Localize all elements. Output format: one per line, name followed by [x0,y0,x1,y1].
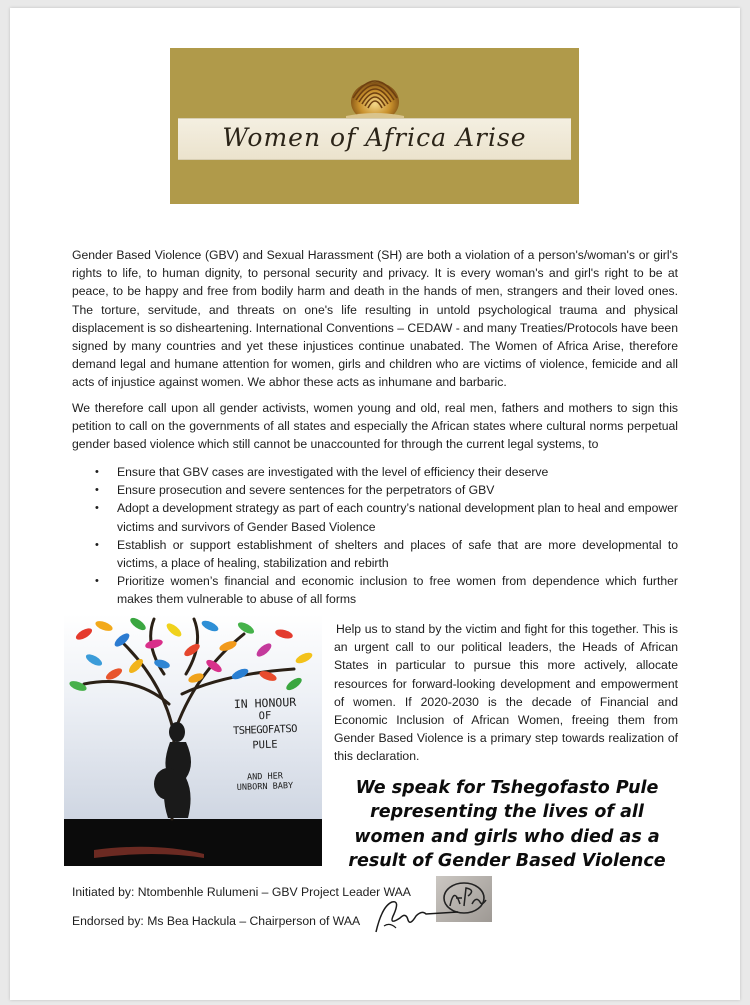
list-item-text: Establish or support establishment of shelters and places of safe that are more developmental to victims, a place of healing, stabilization and rebirth [117,537,678,571]
image-caption: TSHEGOFATSO [232,722,298,738]
bullet-icon: • [95,484,99,497]
list-item-text: Adopt a development strategy as part of each country’s national development plan to heal and empower victims and survivors of Gender Based Violence [117,501,678,534]
image-caption: PULE [252,738,278,752]
call-paragraph: We therefore call upon all gender activists, women young and old, real men, fathers and mothers to sign this petition to call on the governments of all states and especially the African states where cultural norms perpetual gender based violence which still cannot be unaccounted for through the current legal systems, to [72,401,678,452]
sun-emblem-icon [340,54,410,122]
list-item-text: Prioritize women’s financial and economic inclusion to free women from dependence which further makes them vulnerable to abuse of all forms [117,574,678,607]
list-item [72,499,678,535]
speak-line: representing the lives of all [370,802,644,823]
tribute-tree-image [64,614,322,866]
list-item [72,536,678,572]
speak-statement [332,776,682,873]
banner-title: Women of Africa Arise [222,123,527,152]
bullet-icon: • [95,502,99,515]
image-caption: AND HER [246,771,284,783]
document-page [10,8,740,1000]
list-item [72,481,678,499]
initiated-by-line: Initiated by: Ntombenhle Rulumeni – GBV Project Leader WAA [72,885,411,899]
intro-paragraph: Gender Based Violence (GBV) and Sexual Harassment (SH) are both a violation of a person's/woman's or girl's rights to life, to human dignity, to personal security and privacy. It is every woman's and girl's right to be at peace, to be happy and free from bodily harm and death in the hands of men, strangers and their loved ones. The torture, servitude, and threats on one's life resulting in untold psychological trauma and physical displacement is so disheartening. International Conventions – CEDAW - and many Treaties/Protocols have been signed by many countries and yet these injustices continue unabated. The Women of Africa Arise, therefore demand legal and humane attention for women, girls and children who are victims of violence, femicide and all acts of injustice against women. We abhor these acts as inhumane and barbaric. [72,248,678,390]
women-of-africa-arise-logo [170,48,579,204]
image-caption: OF [258,709,272,723]
demands-list [72,463,678,609]
speak-line: women and girls who died as a [354,826,660,847]
image-caption: IN HONOUR [233,694,297,712]
speak-line: We speak for Tshegofasto Pule [355,778,659,798]
speak-line: result of Gender Based Violence [348,850,666,871]
appeal-paragraph: Help us to stand by the victim and fight for this together. This is an urgent call to our political leaders, the Heads of African States in particular to pursue this more actively, allocate resources for forward-looking development and empowerment of women. If 2020-2030 is the decade of Financial and Economic Inclusion of African Women, freeing them from Gender Based Violence is a primary step towards realization of this declaration. [334,622,678,764]
list-item [72,572,678,608]
list-item [72,463,678,481]
list-item-text: Ensure that GBV cases are investigated with the level of efficiency their deserve [117,465,549,479]
bullet-icon: • [95,575,99,588]
image-caption: UNBORN BABY [236,781,294,793]
list-item-text: Ensure prosecution and severe sentences for the perpetrators of GBV [117,483,495,498]
bullet-icon: • [95,466,99,478]
bullet-icon: • [95,538,99,551]
endorsed-by-line: Endorsed by: Ms Bea Hackula – Chairperson of WAA [72,914,361,928]
handwritten-signature-icon [370,896,460,936]
